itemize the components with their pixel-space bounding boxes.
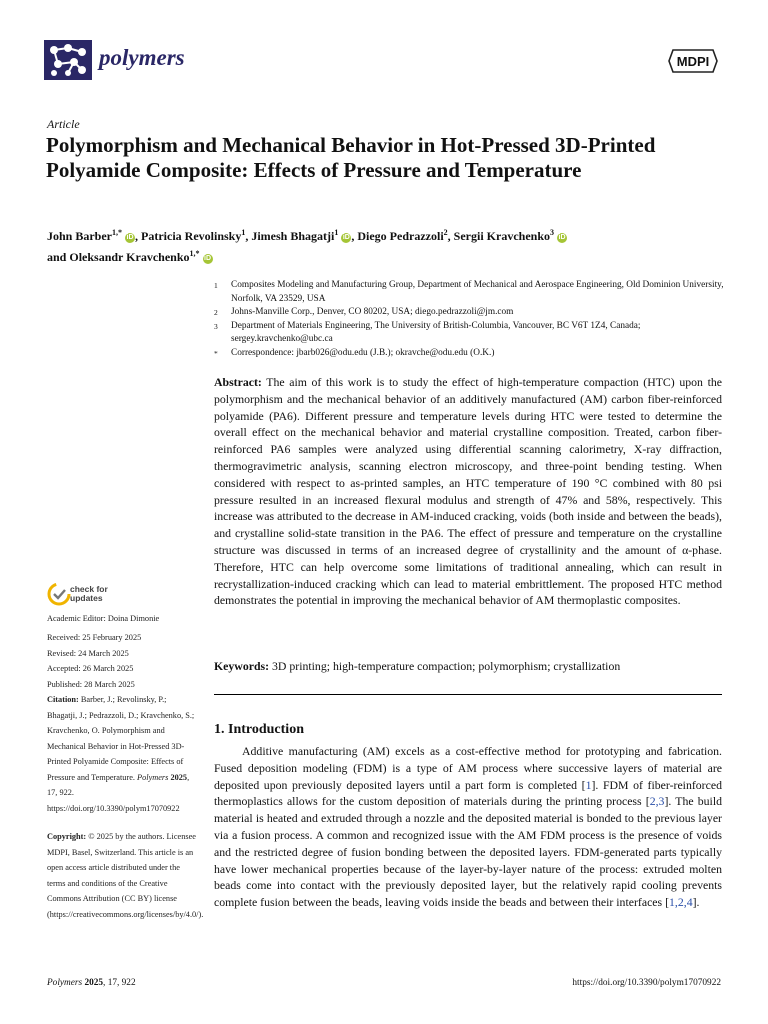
abstract-label: Abstract: [214, 375, 262, 389]
citation-rest: , 17, 922. https://doi.org/10.3390/polym17070922 [47, 772, 190, 813]
affiliation-marker: 1 [214, 281, 218, 290]
check-for-updates-label[interactable] [70, 585, 108, 603]
citation [47, 692, 197, 816]
copyright-text: © 2025 by the authors. Licensee MDPI, Basel, Switzerland. This article is an open access article distributed under the terms and conditions of the Creative Commons Attribution (CC BY) license (https://creativecommons.org/licenses/by/4.0/). [47, 832, 204, 919]
affiliation-text: Johns-Manville Corp., Denver, CO 80202, USA; diego.pedrazzoli@jm.com [231, 307, 514, 317]
author-name: Diego Pedrazzoli [357, 229, 444, 243]
footer-volume: , 17, 922 [103, 978, 136, 988]
copyright [47, 829, 204, 922]
citation-link[interactable]: 2,3 [649, 794, 665, 809]
journal-name: polymers [99, 45, 185, 70]
footer-journal: Polymers [47, 978, 83, 988]
affiliation-text: Department of Materials Engineering, The University of British-Columbia, Vancouver, BC V6T 1Z4, Canada; sergey.kravchenko@ubc.ca [231, 320, 641, 344]
date-accepted: Accepted: 26 March 2025 [47, 664, 134, 673]
copyright-label: Copyright: [47, 832, 87, 841]
affiliation-marker: * [214, 348, 218, 358]
affiliation-text: Correspondence: jbarb026@odu.edu (J.B.); okravche@odu.edu (O.K.) [231, 347, 495, 358]
affiliation-marker: 3 [214, 321, 218, 331]
publisher-logo [667, 48, 719, 74]
author-affiliation-marker: 1,* [189, 249, 200, 258]
section-heading: 1. Introduction [214, 722, 304, 737]
abstract [214, 374, 722, 609]
author-name: Oleksandr Kravchenko [69, 250, 190, 264]
date-received: Received: 25 February 2025 [47, 633, 142, 642]
citation-label: Citation: [47, 695, 79, 704]
date-published: Published: 28 March 2025 [47, 679, 135, 689]
affiliation-item [214, 320, 726, 347]
affiliation-item [214, 347, 726, 361]
keywords-text: 3D printing; high-temperature compaction; polymorphism; crystallization [272, 659, 621, 673]
academic-editor: Academic Editor: Doina Dimonie [47, 614, 160, 623]
intro-text: ]. [692, 895, 700, 910]
citation-journal: Polymers [137, 772, 169, 782]
introduction-paragraph [214, 743, 722, 911]
orcid-icon[interactable]: iD [204, 255, 211, 262]
author-affiliation-marker: 1 [241, 228, 246, 237]
article-title: Polymorphism and Mechanical Behavior in Hot-Pressed 3D-Printed Polyamide Composite: Effects of Pressure and Temperature [46, 133, 656, 182]
citation-link[interactable]: 1,2,4 [669, 895, 693, 910]
keywords [214, 658, 722, 675]
orcid-icon[interactable]: iD [342, 234, 350, 241]
author-name: Sergii Kravchenko [453, 229, 550, 243]
publisher-name: MDPI [676, 54, 710, 69]
intro-text: ]. FDM of fiber-reinforced thermoplastics allows for the custom deposition of materials during the printing process [ [214, 777, 722, 809]
footer-year: 2025 [84, 978, 104, 988]
journal-logo [44, 40, 92, 80]
orcid-icon[interactable]: iD [126, 234, 134, 241]
abstract-text: The aim of this work is to study the effect of high-temperature compaction (HTC) upon the polymorphism and the mechanical behavior of an additively manufactured (AM) carbon fiber-reinforced polyamide (PA6). Different pressure and temperature levels during HTC were tested to determine the overall effect on the mechanical behavior and material crystalline composition. Treated, carbon fiber-reinforced PA6 samples were analyzed using differential scanning calorimetry, X-ray diffraction, thermogravimetric analysis, scanning electron microscopy, and three-point bending testing. When considered with respect to as-printed samples, an HTC temperature of 190 °C combined with 80 psi pressure resulted in an increased flexural modulus and strength of 47% and 58%, respectively. This increase was attributed to the decrease in AM-induced cracking, voids (both inside and between the beads), and crystalline solid-state transition in the PA6. The effect of pressure and temperature on the crystalline structure was discussed in terms of an increased degree of crystallinity and the amount of α-phase. Therefore, HTC can help overcome some limitations of traditional annealing, which can result in recrystallization-induced cracking which can lead to material embrittlement. The proposed HTC method demonstrates the potential in improving the mechanical behavior of AM thermoplastic composites. [214, 375, 722, 608]
affiliations [214, 279, 726, 360]
citation-text: Barber, J.; Revolinsky, P.; Bhagatji, J.; Pedrazzoli, D.; Kravchenko, S.; Kravchenko, O. Polymorphism and Mechanical Behavior in Hot-Pressed 3D-Printed Polyamide Composite: Effects of Pressure and Temperature. [47, 695, 195, 782]
author-list: John Barber$^{1,*}$ iD , Patricia Revolinsky$^1$, Jimesh Bhagatji$^1$ iD , Diego Pedrazzoli$^2$, Sergii Kravchenko$^3$ iD and Oleksandr Kravchenko$^{1,*}$ iD [47, 228, 566, 264]
author-affiliation-marker: 1 [334, 228, 339, 237]
author-affiliation-marker: 2 [443, 228, 448, 237]
citation-year: 2025 [170, 772, 188, 782]
author-name: John Barber [47, 229, 113, 243]
intro-text: ]. The build material is heated and extruded through a nozzle and the deposited material is bonded to the previous layer via a fusion process. A common and recognized issue with the AM FDM process is the presence of voids and the restricted degree of fusion bonding between the deposited layers. FDM-generated parts typically have lower mechanical properties because of the layer-by-layer nature of the process: extruded molten beads come into contact with the previously deposited layer, but the relatively rapid cooling prevents complete fusion between the beads, leaving voids inside the beads and between their interfaces [ [214, 794, 723, 910]
author-affiliation-marker: 3 [550, 228, 554, 237]
footer-doi[interactable]: https://doi.org/10.3390/polym17070922 [572, 978, 721, 988]
affiliation-item [214, 279, 726, 306]
article-type: Article [47, 117, 80, 131]
check-label-line: updates [70, 593, 103, 603]
affiliation-marker: 2 [214, 308, 218, 317]
intro-text: Additive manufacturing (AM) excels as a cost-effective method for prototyping and fabrication. Fused deposition modeling (FDM) is a type of AM process where successive layers of material are deposited upon previously deposited layers until a part form is completed [ [214, 744, 722, 792]
author-affiliation-marker: 1,* [112, 228, 123, 237]
orcid-icon[interactable]: iD [558, 234, 566, 241]
author-name: Patricia Revolinsky [141, 229, 242, 243]
footer-citation [47, 978, 136, 988]
affiliation-item [214, 306, 726, 320]
keywords-label: Keywords: [214, 659, 270, 673]
citation-link[interactable]: 1 [585, 777, 592, 792]
check-label-line: check for [70, 584, 108, 594]
article-dates [47, 630, 197, 692]
affiliation-text: Composites Modeling and Manufacturing Group, Department of Mechanical and Aerospace Engineering, Old Dominion University, Norfolk, VA 23529, USA [231, 280, 724, 304]
author-name: Jimesh Bhagatji [251, 229, 335, 243]
divider [214, 694, 722, 695]
date-revised: Revised: 24 March 2025 [47, 648, 129, 658]
